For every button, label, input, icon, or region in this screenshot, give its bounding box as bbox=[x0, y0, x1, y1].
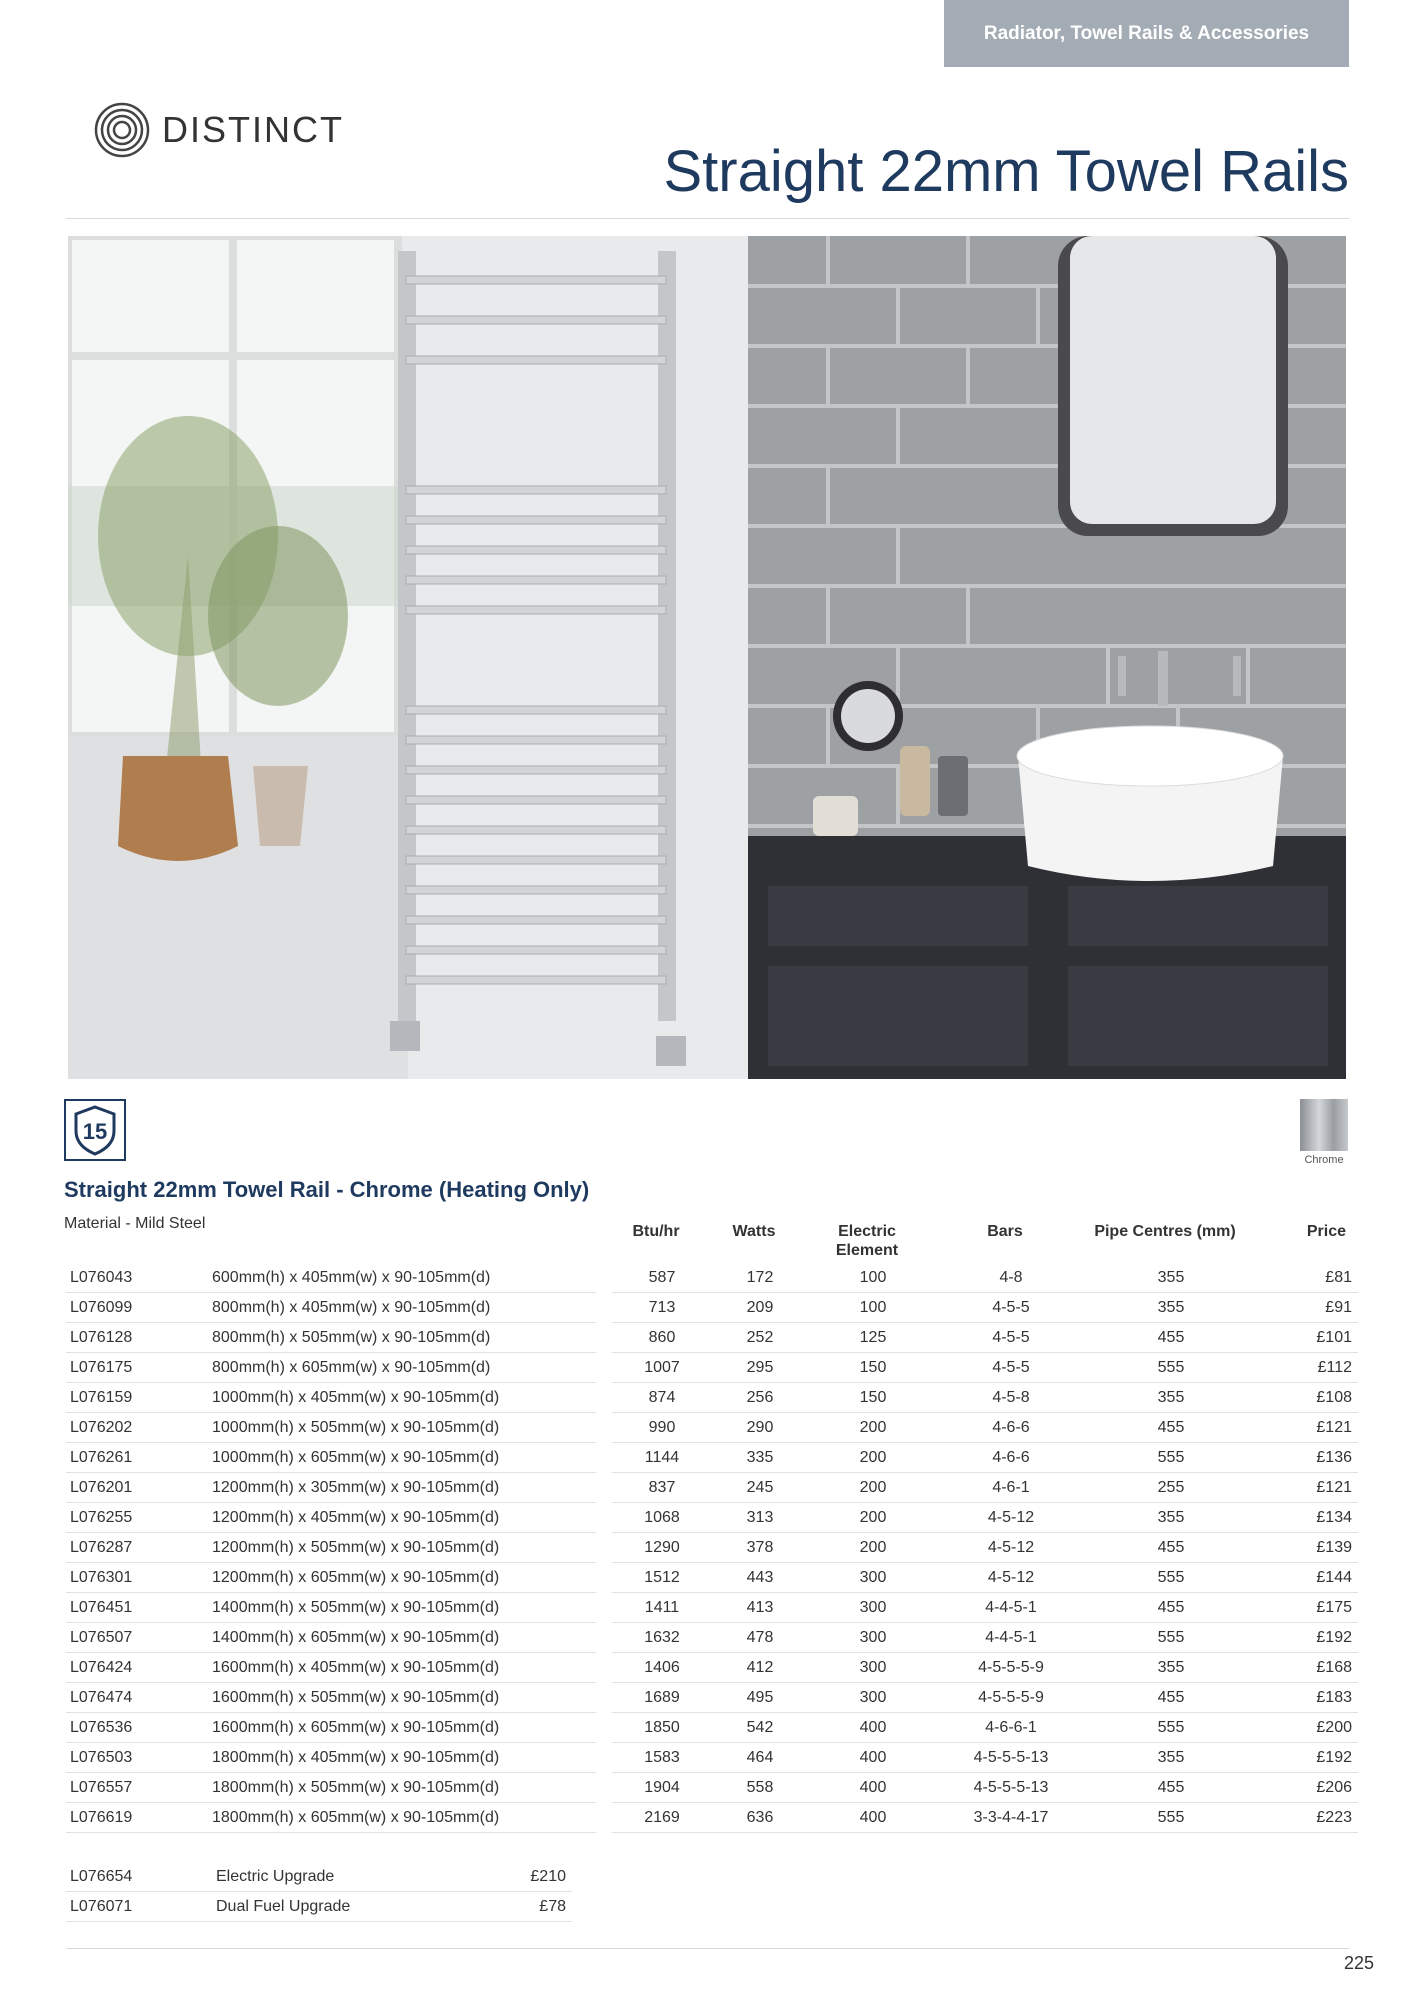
watts-value: 245 bbox=[712, 1473, 808, 1503]
pipe-centres-value: 355 bbox=[1084, 1293, 1258, 1323]
element-value: 125 bbox=[808, 1323, 938, 1353]
product-code: L076261 bbox=[66, 1443, 210, 1473]
price-value: £144 bbox=[1258, 1563, 1358, 1593]
price-value: £168 bbox=[1258, 1653, 1358, 1683]
upgrade-code: L076071 bbox=[66, 1892, 210, 1922]
pipe-centres-value: 355 bbox=[1084, 1503, 1258, 1533]
table-row bbox=[66, 1683, 1358, 1713]
element-value: 400 bbox=[808, 1773, 938, 1803]
watts-value: 412 bbox=[712, 1653, 808, 1683]
table-row bbox=[66, 1443, 1358, 1473]
product-dimensions: 800mm(h) x 405mm(w) x 90-105mm(d) bbox=[210, 1293, 596, 1323]
bars-value: 4-6-6-1 bbox=[938, 1713, 1084, 1743]
upgrade-price: £210 bbox=[436, 1862, 572, 1892]
price-value: £175 bbox=[1258, 1593, 1358, 1623]
product-code: L076301 bbox=[66, 1563, 210, 1593]
product-code: L076043 bbox=[66, 1263, 210, 1293]
btu-value: 1007 bbox=[612, 1353, 712, 1383]
watts-value: 295 bbox=[712, 1353, 808, 1383]
product-dimensions: 1000mm(h) x 405mm(w) x 90-105mm(d) bbox=[210, 1383, 596, 1413]
page-title: Straight 22mm Towel Rails bbox=[663, 139, 1349, 204]
upgrade-price: £78 bbox=[436, 1892, 572, 1922]
price-value: £108 bbox=[1258, 1383, 1358, 1413]
product-code: L076424 bbox=[66, 1653, 210, 1683]
table-row bbox=[66, 1293, 1358, 1323]
btu-value: 587 bbox=[612, 1263, 712, 1293]
table-row bbox=[66, 1323, 1358, 1353]
col-header-bars: Bars bbox=[987, 1223, 1023, 1240]
btu-value: 1406 bbox=[612, 1653, 712, 1683]
watts-value: 378 bbox=[712, 1533, 808, 1563]
element-value: 100 bbox=[808, 1263, 938, 1293]
col-header-electric-element bbox=[802, 1222, 932, 1260]
column-gap bbox=[596, 1713, 612, 1743]
col-header-electric-line2: Element bbox=[835, 1242, 899, 1259]
bars-value: 4-5-12 bbox=[938, 1563, 1084, 1593]
product-dimensions: 800mm(h) x 505mm(w) x 90-105mm(d) bbox=[210, 1323, 596, 1353]
btu-value: 1068 bbox=[612, 1503, 712, 1533]
table-row bbox=[66, 1473, 1358, 1503]
price-value: £192 bbox=[1258, 1623, 1358, 1653]
column-gap bbox=[596, 1533, 612, 1563]
price-value: £121 bbox=[1258, 1413, 1358, 1443]
product-dimensions: 1800mm(h) x 405mm(w) x 90-105mm(d) bbox=[210, 1743, 596, 1773]
column-gap bbox=[596, 1413, 612, 1443]
column-gap bbox=[596, 1293, 612, 1323]
product-code: L076557 bbox=[66, 1773, 210, 1803]
btu-value: 1904 bbox=[612, 1773, 712, 1803]
element-value: 200 bbox=[808, 1443, 938, 1473]
element-value: 300 bbox=[808, 1653, 938, 1683]
watts-value: 252 bbox=[712, 1323, 808, 1353]
bars-value: 4-5-5 bbox=[938, 1353, 1084, 1383]
btu-value: 1290 bbox=[612, 1533, 712, 1563]
pipe-centres-value: 255 bbox=[1084, 1473, 1258, 1503]
product-dimensions: 1600mm(h) x 505mm(w) x 90-105mm(d) bbox=[210, 1683, 596, 1713]
product-dimensions: 1200mm(h) x 405mm(w) x 90-105mm(d) bbox=[210, 1503, 596, 1533]
product-dimensions: 1200mm(h) x 505mm(w) x 90-105mm(d) bbox=[210, 1533, 596, 1563]
watts-value: 558 bbox=[712, 1773, 808, 1803]
pipe-centres-value: 555 bbox=[1084, 1803, 1258, 1833]
table-row bbox=[66, 1413, 1358, 1443]
watts-value: 495 bbox=[712, 1683, 808, 1713]
page-number: 225 bbox=[1343, 1953, 1374, 1973]
price-value: £183 bbox=[1258, 1683, 1358, 1713]
upgrades-table bbox=[66, 1862, 572, 1922]
brand-rings-icon bbox=[94, 102, 150, 158]
column-gap bbox=[596, 1593, 612, 1623]
product-dimensions: 1000mm(h) x 605mm(w) x 90-105mm(d) bbox=[210, 1443, 596, 1473]
table-row bbox=[66, 1593, 1358, 1623]
element-value: 400 bbox=[808, 1743, 938, 1773]
watts-value: 636 bbox=[712, 1803, 808, 1833]
bars-value: 4-5-5-5-9 bbox=[938, 1683, 1084, 1713]
product-dimensions: 1800mm(h) x 605mm(w) x 90-105mm(d) bbox=[210, 1803, 596, 1833]
product-dimensions: 1200mm(h) x 305mm(w) x 90-105mm(d) bbox=[210, 1473, 596, 1503]
btu-value: 1583 bbox=[612, 1743, 712, 1773]
btu-value: 1689 bbox=[612, 1683, 712, 1713]
column-gap bbox=[596, 1743, 612, 1773]
btu-value: 837 bbox=[612, 1473, 712, 1503]
btu-value: 1850 bbox=[612, 1713, 712, 1743]
upgrade-code: L076654 bbox=[66, 1862, 210, 1892]
pipe-centres-value: 555 bbox=[1084, 1563, 1258, 1593]
pipe-centres-value: 355 bbox=[1084, 1743, 1258, 1773]
product-dimensions: 1400mm(h) x 505mm(w) x 90-105mm(d) bbox=[210, 1593, 596, 1623]
column-gap bbox=[596, 1563, 612, 1593]
watts-value: 464 bbox=[712, 1743, 808, 1773]
product-dimensions: 1800mm(h) x 505mm(w) x 90-105mm(d) bbox=[210, 1773, 596, 1803]
column-gap bbox=[596, 1503, 612, 1533]
bars-value: 4-5-12 bbox=[938, 1533, 1084, 1563]
bars-value: 4-4-5-1 bbox=[938, 1593, 1084, 1623]
product-code: L076159 bbox=[66, 1383, 210, 1413]
table-row bbox=[66, 1653, 1358, 1683]
price-value: £200 bbox=[1258, 1713, 1358, 1743]
table-row bbox=[66, 1383, 1358, 1413]
product-code: L076619 bbox=[66, 1803, 210, 1833]
bathroom-product-photo bbox=[68, 236, 1346, 1079]
element-value: 200 bbox=[808, 1533, 938, 1563]
column-gap bbox=[596, 1623, 612, 1653]
column-gap bbox=[596, 1323, 612, 1353]
col-header-price: Price bbox=[1306, 1223, 1346, 1240]
pipe-centres-value: 455 bbox=[1084, 1683, 1258, 1713]
price-value: £136 bbox=[1258, 1443, 1358, 1473]
pipe-centres-value: 555 bbox=[1084, 1623, 1258, 1653]
product-dimensions: 1400mm(h) x 605mm(w) x 90-105mm(d) bbox=[210, 1623, 596, 1653]
btu-value: 1632 bbox=[612, 1623, 712, 1653]
bars-value: 4-5-5 bbox=[938, 1293, 1084, 1323]
table-row bbox=[66, 1803, 1358, 1833]
finish-swatch bbox=[1298, 1099, 1350, 1166]
upgrade-row bbox=[66, 1892, 572, 1922]
pipe-centres-value: 555 bbox=[1084, 1353, 1258, 1383]
pipe-centres-value: 555 bbox=[1084, 1713, 1258, 1743]
column-gap bbox=[596, 1683, 612, 1713]
bars-value: 4-6-1 bbox=[938, 1473, 1084, 1503]
column-gap bbox=[596, 1773, 612, 1803]
btu-value: 1411 bbox=[612, 1593, 712, 1623]
price-value: £192 bbox=[1258, 1743, 1358, 1773]
element-value: 300 bbox=[808, 1593, 938, 1623]
bars-value: 4-5-5-5-13 bbox=[938, 1743, 1084, 1773]
brand-logo bbox=[94, 102, 344, 158]
section-tab: Radiator, Towel Rails & Accessories bbox=[944, 0, 1349, 67]
btu-value: 874 bbox=[612, 1383, 712, 1413]
element-value: 200 bbox=[808, 1413, 938, 1443]
btu-value: 1512 bbox=[612, 1563, 712, 1593]
column-gap bbox=[596, 1443, 612, 1473]
watts-value: 478 bbox=[712, 1623, 808, 1653]
product-code: L076255 bbox=[66, 1503, 210, 1533]
table-row bbox=[66, 1263, 1358, 1293]
element-value: 400 bbox=[808, 1713, 938, 1743]
watts-value: 335 bbox=[712, 1443, 808, 1473]
element-value: 300 bbox=[808, 1563, 938, 1593]
upgrade-row bbox=[66, 1862, 572, 1892]
watts-value: 172 bbox=[712, 1263, 808, 1293]
price-value: £134 bbox=[1258, 1503, 1358, 1533]
product-title: Straight 22mm Towel Rail - Chrome (Heating Only) bbox=[64, 1177, 590, 1202]
warranty-shield-icon bbox=[64, 1099, 126, 1161]
product-code: L076128 bbox=[66, 1323, 210, 1353]
product-code: L076287 bbox=[66, 1533, 210, 1563]
column-gap bbox=[596, 1263, 612, 1293]
price-value: £112 bbox=[1258, 1353, 1358, 1383]
pipe-centres-value: 355 bbox=[1084, 1653, 1258, 1683]
watts-value: 542 bbox=[712, 1713, 808, 1743]
col-header-pipe-centres: Pipe Centres (mm) bbox=[1094, 1223, 1236, 1240]
header-divider bbox=[66, 218, 1349, 219]
element-value: 150 bbox=[808, 1353, 938, 1383]
watts-value: 413 bbox=[712, 1593, 808, 1623]
brand-name: DISTINCT bbox=[162, 109, 344, 150]
pipe-centres-value: 455 bbox=[1084, 1773, 1258, 1803]
product-dimensions: 800mm(h) x 605mm(w) x 90-105mm(d) bbox=[210, 1353, 596, 1383]
element-value: 200 bbox=[808, 1503, 938, 1533]
footer-divider bbox=[66, 1948, 1349, 1949]
product-dimensions: 1200mm(h) x 605mm(w) x 90-105mm(d) bbox=[210, 1563, 596, 1593]
product-code: L076451 bbox=[66, 1593, 210, 1623]
btu-value: 990 bbox=[612, 1413, 712, 1443]
column-gap bbox=[596, 1653, 612, 1683]
table-row bbox=[66, 1563, 1358, 1593]
btu-value: 860 bbox=[612, 1323, 712, 1353]
price-value: £121 bbox=[1258, 1473, 1358, 1503]
material-note: Material - Mild Steel bbox=[64, 1215, 206, 1232]
element-value: 300 bbox=[808, 1683, 938, 1713]
btu-value: 2169 bbox=[612, 1803, 712, 1833]
watts-value: 443 bbox=[712, 1563, 808, 1593]
price-value: £81 bbox=[1258, 1263, 1358, 1293]
upgrade-label: Dual Fuel Upgrade bbox=[210, 1892, 436, 1922]
table-row bbox=[66, 1353, 1358, 1383]
product-code: L076175 bbox=[66, 1353, 210, 1383]
table-row bbox=[66, 1623, 1358, 1653]
bars-value: 4-4-5-1 bbox=[938, 1623, 1084, 1653]
watts-value: 313 bbox=[712, 1503, 808, 1533]
product-code: L076202 bbox=[66, 1413, 210, 1443]
table-row bbox=[66, 1713, 1358, 1743]
element-value: 400 bbox=[808, 1803, 938, 1833]
col-header-btu: Btu/hr bbox=[632, 1223, 680, 1240]
product-code: L076201 bbox=[66, 1473, 210, 1503]
col-header-watts: Watts bbox=[732, 1223, 776, 1240]
table-row bbox=[66, 1773, 1358, 1803]
pipe-centres-value: 455 bbox=[1084, 1323, 1258, 1353]
product-code: L076536 bbox=[66, 1713, 210, 1743]
price-value: £101 bbox=[1258, 1323, 1358, 1353]
bars-value: 3-3-4-4-17 bbox=[938, 1803, 1084, 1833]
finish-label: Chrome bbox=[1304, 1154, 1344, 1166]
product-dimensions: 1000mm(h) x 505mm(w) x 90-105mm(d) bbox=[210, 1413, 596, 1443]
pipe-centres-value: 455 bbox=[1084, 1533, 1258, 1563]
price-value: £91 bbox=[1258, 1293, 1358, 1323]
bars-value: 4-5-5-5-13 bbox=[938, 1773, 1084, 1803]
btu-value: 1144 bbox=[612, 1443, 712, 1473]
table-row bbox=[66, 1533, 1358, 1563]
watts-value: 290 bbox=[712, 1413, 808, 1443]
chrome-swatch bbox=[1300, 1099, 1348, 1151]
bars-value: 4-8 bbox=[938, 1263, 1084, 1293]
element-value: 300 bbox=[808, 1623, 938, 1653]
pipe-centres-value: 355 bbox=[1084, 1263, 1258, 1293]
product-dimensions: 1600mm(h) x 605mm(w) x 90-105mm(d) bbox=[210, 1713, 596, 1743]
pipe-centres-value: 455 bbox=[1084, 1593, 1258, 1623]
warranty-years: 15 bbox=[82, 1119, 108, 1144]
bars-value: 4-5-8 bbox=[938, 1383, 1084, 1413]
product-code: L076503 bbox=[66, 1743, 210, 1773]
pipe-centres-value: 555 bbox=[1084, 1443, 1258, 1473]
table-row bbox=[66, 1503, 1358, 1533]
column-gap bbox=[596, 1353, 612, 1383]
product-code: L076099 bbox=[66, 1293, 210, 1323]
bars-value: 4-6-6 bbox=[938, 1413, 1084, 1443]
upgrade-label: Electric Upgrade bbox=[210, 1862, 436, 1892]
price-value: £139 bbox=[1258, 1533, 1358, 1563]
pipe-centres-value: 455 bbox=[1084, 1413, 1258, 1443]
table-row bbox=[66, 1743, 1358, 1773]
bars-value: 4-5-5-5-9 bbox=[938, 1653, 1084, 1683]
element-value: 150 bbox=[808, 1383, 938, 1413]
column-gap bbox=[596, 1803, 612, 1833]
btu-value: 713 bbox=[612, 1293, 712, 1323]
bars-value: 4-5-12 bbox=[938, 1503, 1084, 1533]
price-value: £206 bbox=[1258, 1773, 1358, 1803]
col-header-electric-line1: Electric bbox=[838, 1223, 896, 1240]
column-gap bbox=[596, 1473, 612, 1503]
element-value: 200 bbox=[808, 1473, 938, 1503]
price-value: £223 bbox=[1258, 1803, 1358, 1833]
product-code: L076474 bbox=[66, 1683, 210, 1713]
bars-value: 4-6-6 bbox=[938, 1443, 1084, 1473]
pipe-centres-value: 355 bbox=[1084, 1383, 1258, 1413]
watts-value: 256 bbox=[712, 1383, 808, 1413]
column-gap bbox=[596, 1383, 612, 1413]
bars-value: 4-5-5 bbox=[938, 1323, 1084, 1353]
watts-value: 209 bbox=[712, 1293, 808, 1323]
product-dimensions: 600mm(h) x 405mm(w) x 90-105mm(d) bbox=[210, 1263, 596, 1293]
spec-table bbox=[66, 1263, 1358, 1833]
product-code: L076507 bbox=[66, 1623, 210, 1653]
element-value: 100 bbox=[808, 1293, 938, 1323]
product-dimensions: 1600mm(h) x 405mm(w) x 90-105mm(d) bbox=[210, 1653, 596, 1683]
